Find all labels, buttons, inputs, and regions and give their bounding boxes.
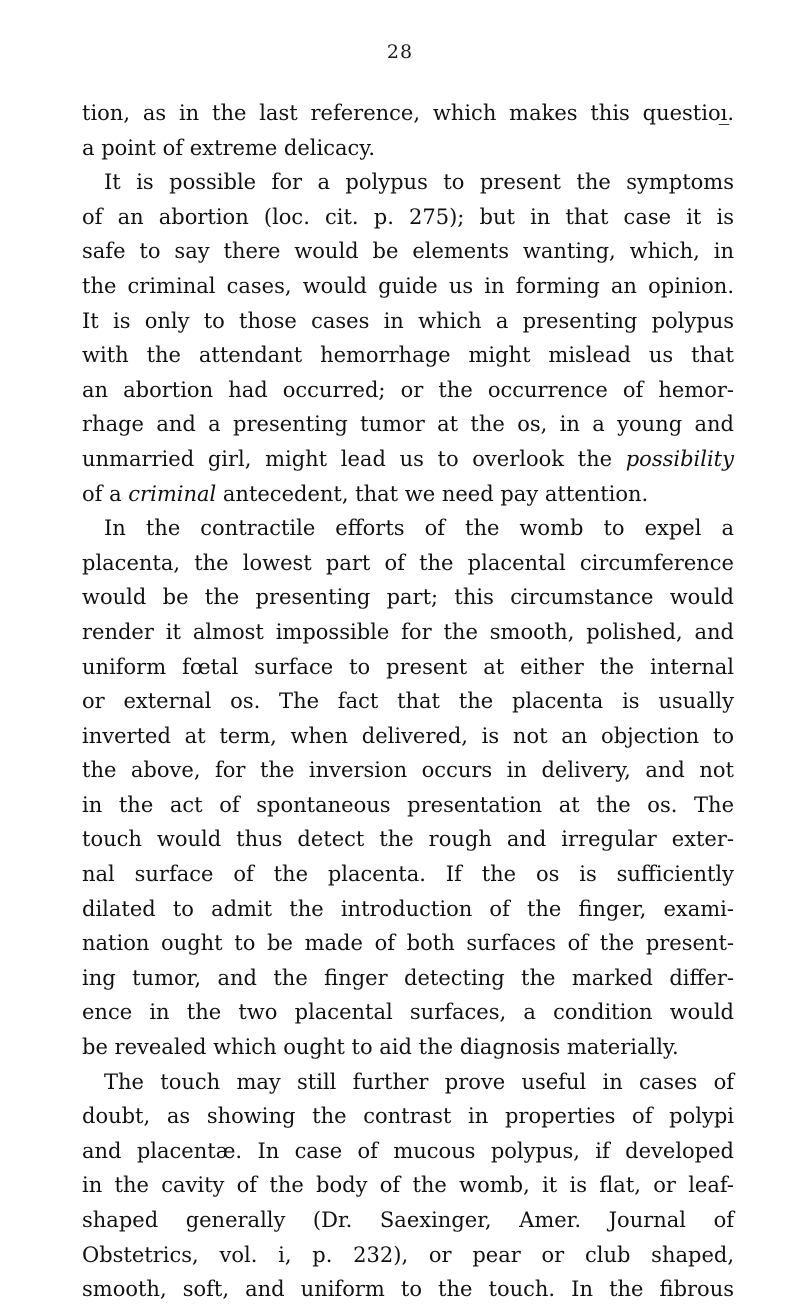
text-line xyxy=(82,373,734,408)
italic-word: possibility xyxy=(625,446,734,471)
text-line xyxy=(82,304,734,339)
text-line xyxy=(82,1030,734,1065)
text-line xyxy=(82,1134,734,1169)
text-span: the above, for the inversion occurs in delivery, and not xyxy=(82,758,734,783)
text-span: with the attendant hemorrhage might mislead us that xyxy=(82,343,734,368)
text-span: ence in the two placental surfaces, a condition would xyxy=(82,1000,734,1025)
italic-word: criminal xyxy=(128,481,217,506)
text-line xyxy=(82,1099,734,1134)
text-line xyxy=(82,822,734,857)
text-line xyxy=(82,165,734,200)
text-span: ing tumor, and the finger detecting the marked differ- xyxy=(82,965,734,990)
text-line xyxy=(82,477,734,512)
text-span: uniform fœtal surface to present at either the internal xyxy=(82,654,734,679)
text-line xyxy=(82,753,734,788)
text-span: an abortion had occurred; or the occurrence of hemor- xyxy=(82,377,734,402)
text-span: touch would thus detect the rough and irregular exter- xyxy=(82,827,734,852)
text-span: The touch may still further prove useful in cases of xyxy=(104,1069,734,1094)
text-line xyxy=(82,1272,734,1307)
text-line xyxy=(82,926,734,961)
text-line xyxy=(82,338,734,373)
text-line xyxy=(82,234,734,269)
text-span: safe to say there would be elements wanting, which, in xyxy=(82,239,734,264)
text-span: In the contractile efforts of the womb to expel a xyxy=(104,516,734,541)
text-span: render it almost impossible for the smooth, polished, and xyxy=(82,619,734,644)
text-line xyxy=(82,1203,734,1238)
body-text xyxy=(82,96,734,1307)
text-span: Obstetrics, vol. i, p. 232), or pear or club shaped, xyxy=(82,1242,734,1267)
text-span: of an abortion (loc. cit. p. 275); but in that case it is xyxy=(82,204,734,229)
text-span: smooth, soft, and uniform to the touch. In the fibrous xyxy=(82,1277,734,1302)
text-line xyxy=(82,131,734,166)
text-line xyxy=(82,407,734,442)
text-line xyxy=(82,200,734,235)
text-span: placenta, the lowest part of the placental circumference xyxy=(82,550,734,575)
text-span: antecedent, that we need pay attention. xyxy=(216,481,649,506)
text-span: It is possible for a polypus to present the symptoms xyxy=(104,170,734,195)
text-line xyxy=(82,857,734,892)
text-line xyxy=(82,1238,734,1273)
text-span: in the act of spontaneous presentation at the os. The xyxy=(82,792,734,817)
text-span: would be the presenting part; this circumstance would xyxy=(82,585,734,610)
text-line xyxy=(82,788,734,823)
text-line xyxy=(82,995,734,1030)
text-span: inverted at term, when delivered, is not an objection to xyxy=(82,723,734,748)
text-line xyxy=(82,269,734,304)
text-span: nal surface of the placenta. If the os is sufficiently xyxy=(82,862,734,887)
text-line xyxy=(82,719,734,754)
text-span: tion, as in the last reference, which makes this questioı̲. xyxy=(82,101,734,125)
text-span: unmarried girl, might lead us to overlook the xyxy=(82,446,626,471)
text-line xyxy=(82,442,734,477)
page-number: 28 xyxy=(386,41,414,63)
text-span: the criminal cases, would guide us in forming an opinion. xyxy=(82,273,734,298)
text-span: in the cavity of the body of the womb, it is flat, or leaf- xyxy=(82,1173,734,1198)
text-span: or external os. The fact that the placenta is usually xyxy=(82,689,734,714)
text-line xyxy=(82,684,734,719)
text-span: a point of extreme delicacy. xyxy=(82,135,376,160)
text-line xyxy=(82,1065,734,1100)
text-span: It is only to those cases in which a presenting polypus xyxy=(82,308,734,333)
text-span: shaped generally (Dr. Saexinger, Amer. Journal of xyxy=(82,1208,734,1232)
text-line xyxy=(82,546,734,581)
text-span: dilated to admit the introduction of the finger, exami- xyxy=(82,896,734,921)
text-line xyxy=(82,1168,734,1203)
text-line xyxy=(82,96,734,131)
text-line xyxy=(82,961,734,996)
text-line xyxy=(82,580,734,615)
text-line xyxy=(82,511,734,546)
text-span: and placentæ. In case of mucous polypus, if developed xyxy=(82,1138,734,1163)
text-span: of a xyxy=(82,481,129,506)
text-line xyxy=(82,650,734,685)
text-line xyxy=(82,615,734,650)
text-span: doubt, as showing the contrast in properties of polypi xyxy=(82,1104,734,1129)
text-span: rhage and a presenting tumor at the os, in a young and xyxy=(82,412,734,437)
text-span: be revealed which ought to aid the diagnosis materially. xyxy=(82,1035,679,1060)
text-line xyxy=(82,892,734,927)
text-span: nation ought to be made of both surfaces of the present- xyxy=(82,931,734,956)
